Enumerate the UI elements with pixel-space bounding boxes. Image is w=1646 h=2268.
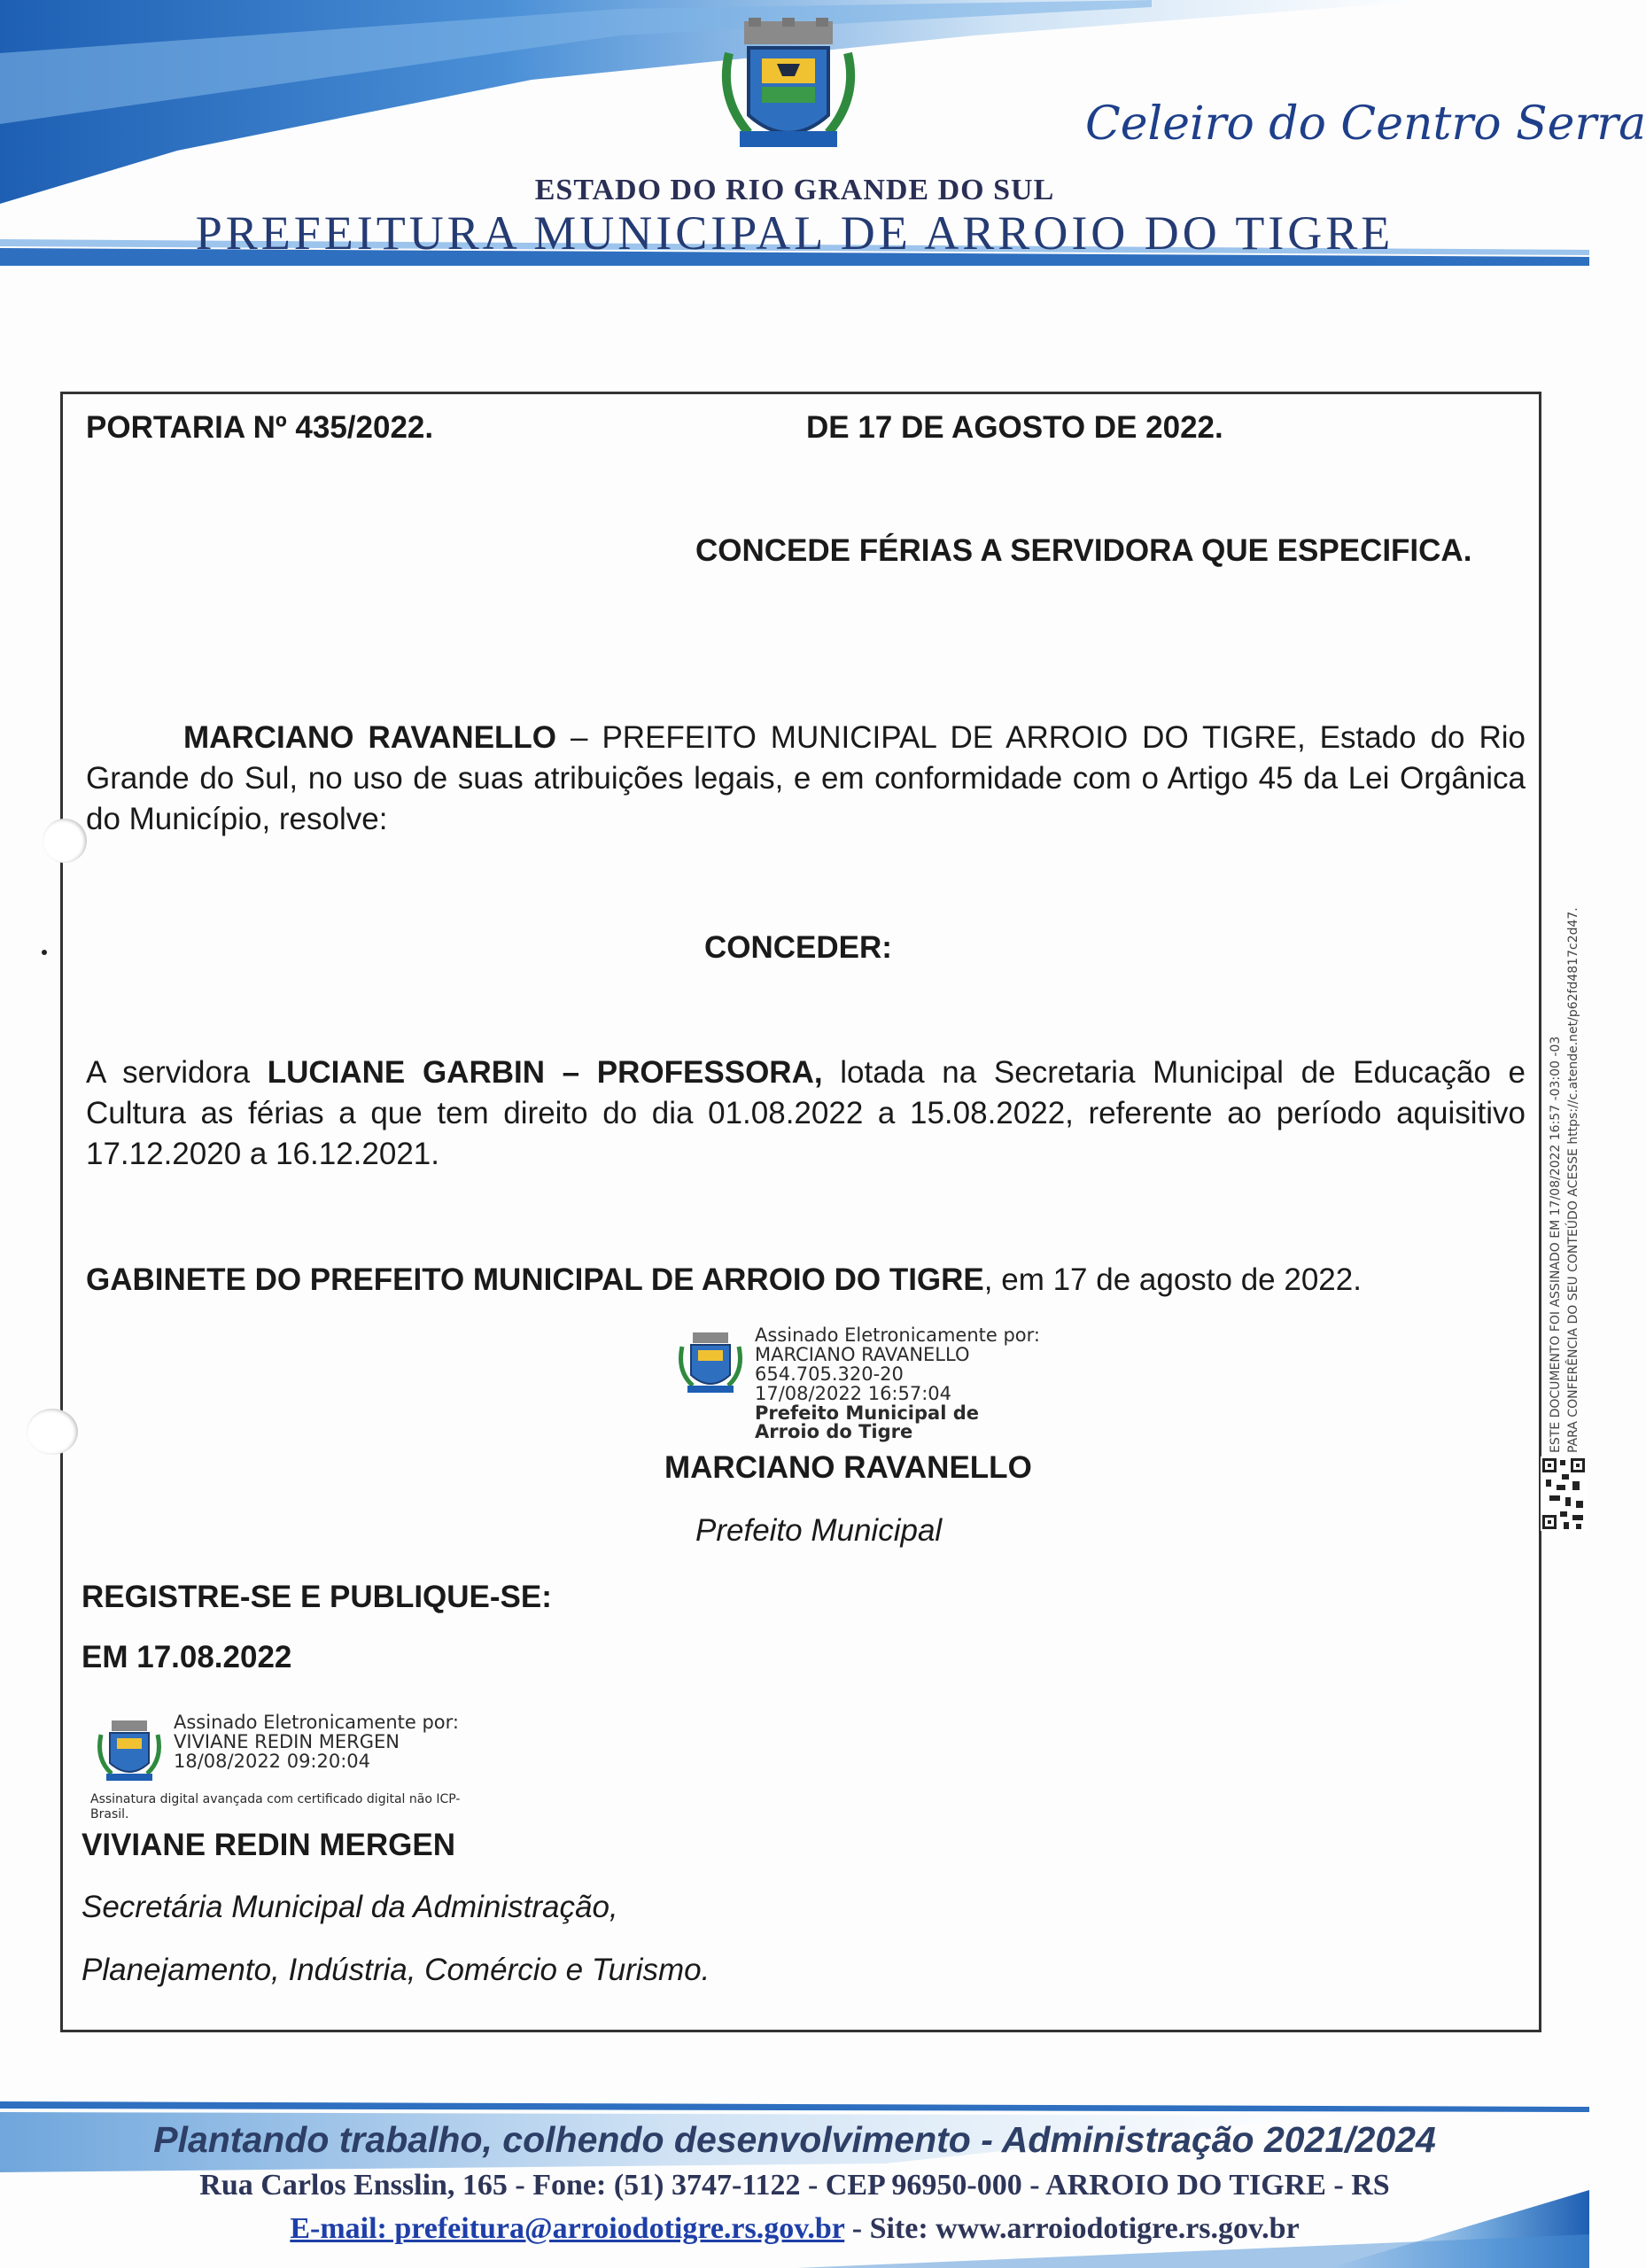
ementa: CONCEDE FÉRIAS A SERVIDORA QUE ESPECIFICA. bbox=[695, 533, 1472, 568]
registro-date: EM 17.08.2022 bbox=[82, 1640, 292, 1674]
preamble-text: – PREFEITO MUNICIPAL DE ARROIO DO TIGRE, Estado do Rio Grande do Sul, no uso de suas atribuições legais, e em conformidade com o Artigo 45 da Lei Orgânica do Município, resolve: bbox=[86, 720, 1526, 836]
decision-paragraph bbox=[86, 1052, 1526, 1175]
signer1-name: MARCIANO RAVANELLO bbox=[664, 1450, 1032, 1485]
scan-speck bbox=[42, 950, 47, 955]
closing-line bbox=[86, 1260, 1362, 1301]
coat-of-arms-logo bbox=[713, 18, 864, 159]
employee-name: LUCIANE GARBIN – PROFESSORA, bbox=[267, 1055, 823, 1090]
footer-address: Rua Carlos Ensslin, 165 - Fone: (51) 3747-1122 - CEP 96950-000 - ARROIO DO TIGRE - RS bbox=[199, 2169, 1390, 2202]
stamp2-label: Assinado Eletronicamente por: bbox=[174, 1712, 459, 1733]
signer1-role: Prefeito Municipal bbox=[695, 1513, 943, 1548]
signature-stamp-crest-icon bbox=[94, 1717, 165, 1788]
stamp1-label: Assinado Eletronicamente por: bbox=[755, 1324, 1040, 1346]
side-validation-link[interactable]: PARA CONFERÊNCIA DO SEU CONTEÚDO ACESSE https://c.atende.net/p62fd4817c2d47. bbox=[1566, 907, 1580, 1453]
preamble-paragraph bbox=[86, 718, 1526, 840]
prefeitura-title: PREFEITURA MUNICIPAL DE ARROIO DO TIGRE bbox=[195, 206, 1394, 260]
portaria-number: PORTARIA Nº 435/2022. bbox=[86, 410, 434, 445]
conceder-heading: CONCEDER: bbox=[704, 930, 892, 965]
closing-rest: , em 17 de agosto de 2022. bbox=[983, 1262, 1362, 1297]
footer-contacts bbox=[0, 2212, 1589, 2246]
side-validation-line1: ESTE DOCUMENTO FOI ASSINADO EM 17/08/2022 16:57 -03:00 -03 bbox=[1549, 1036, 1563, 1453]
signer2-name: VIVIANE REDIN MERGEN bbox=[82, 1828, 455, 1862]
punch-hole bbox=[43, 819, 87, 863]
punch-hole bbox=[27, 1409, 78, 1455]
footer-site[interactable]: - Site: www.arroiodotigre.rs.gov.br bbox=[844, 2212, 1300, 2245]
decision-prefix: A servidora bbox=[86, 1055, 268, 1090]
signer2-role-line1: Secretária Municipal da Administração, bbox=[82, 1890, 618, 1924]
stamp2-signer: VIVIANE REDIN MERGEN bbox=[174, 1731, 400, 1752]
stamp2-note-line1: Assinatura digital avançada com certificado digital não ICP- bbox=[90, 1792, 461, 1806]
slogan: Celeiro do Centro Serra bbox=[1085, 97, 1646, 151]
registre-heading: REGISTRE-SE E PUBLIQUE-SE: bbox=[82, 1580, 552, 1614]
state-title: ESTADO DO RIO GRANDE DO SUL bbox=[534, 174, 1055, 206]
stamp2-datetime: 18/08/2022 09:20:04 bbox=[174, 1751, 371, 1772]
qr-code-icon[interactable] bbox=[1541, 1456, 1587, 1531]
mayor-name: MARCIANO RAVANELLO bbox=[183, 720, 557, 755]
document-frame bbox=[60, 392, 1541, 2032]
stamp1-role-line2: Arroio do Tigre bbox=[755, 1421, 913, 1442]
footer-email-link[interactable]: E-mail: prefeitura@arroiodotigre.rs.gov.br bbox=[290, 2212, 845, 2245]
signature-stamp-crest-icon bbox=[675, 1329, 746, 1400]
stamp1-cpf: 654.705.320-20 bbox=[755, 1363, 904, 1385]
stamp1-signer: MARCIANO RAVANELLO bbox=[755, 1344, 970, 1365]
signer2-role-line2: Planejamento, Indústria, Comércio e Turismo. bbox=[82, 1953, 710, 1987]
stamp2-note-line2: Brasil. bbox=[90, 1807, 129, 1821]
decision-text: lotada na Secretaria Municipal de Educação e Cultura as férias a que tem direito do dia 01.08.2022 a 15.08.2022, referente ao período aquisitivo 17.12.2020 a 16.12.2021. bbox=[86, 1055, 1526, 1171]
closing-bold: GABINETE DO PREFEITO MUNICIPAL DE ARROIO DO TIGRE bbox=[86, 1262, 984, 1297]
stamp1-role-line1: Prefeito Municipal de bbox=[755, 1402, 979, 1424]
stamp1-datetime: 17/08/2022 16:57:04 bbox=[755, 1383, 952, 1404]
footer-motto: Plantando trabalho, colhendo desenvolvimento - Administração 2021/2024 bbox=[153, 2119, 1436, 2160]
portaria-date: DE 17 DE AGOSTO DE 2022. bbox=[806, 410, 1223, 445]
